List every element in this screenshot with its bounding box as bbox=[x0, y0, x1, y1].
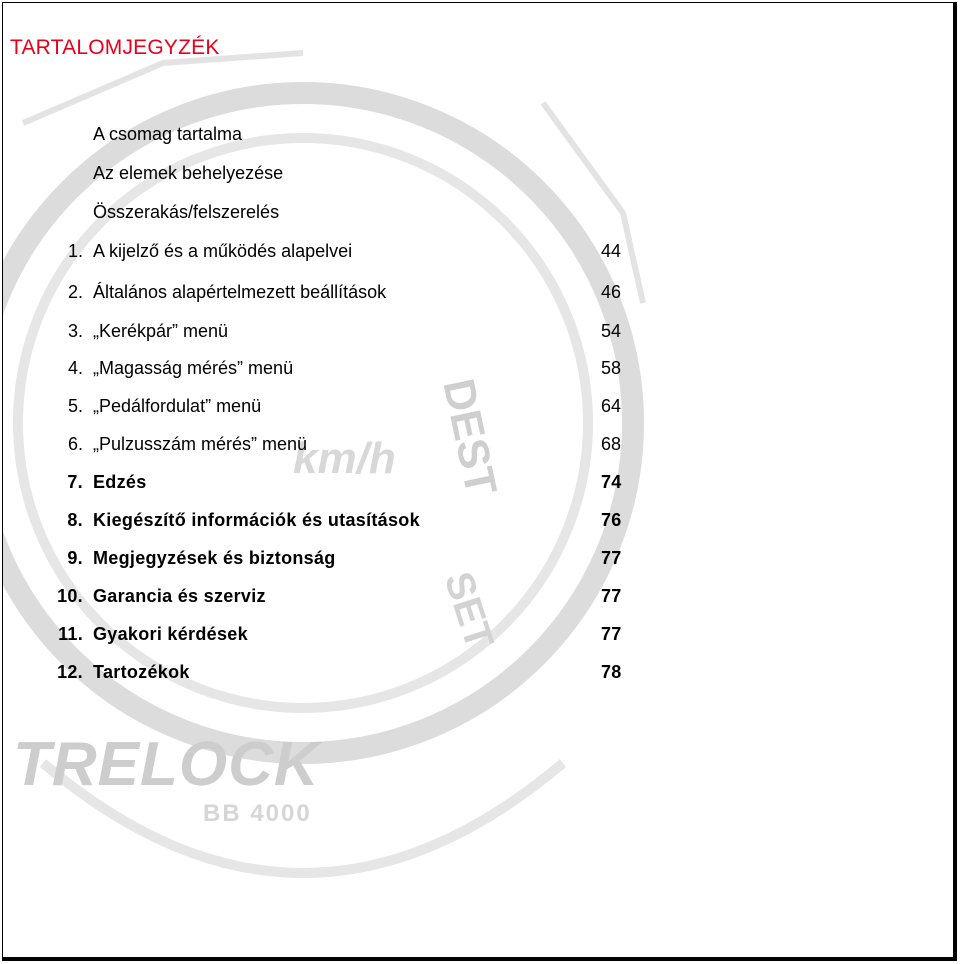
intro-item-battery-insertion: Az elemek behelyezése bbox=[93, 163, 284, 183]
toc-entry-label: Megjegyzések és biztonság bbox=[93, 548, 336, 568]
toc-entry-number: 10. bbox=[57, 586, 83, 606]
toc-entry-label: „Magasság mérés” menü bbox=[93, 358, 294, 378]
watermark-brand-logo: TRELOCK bbox=[13, 730, 320, 799]
toc-entry-page: 77 bbox=[601, 548, 622, 568]
toc-entry-page: 58 bbox=[601, 358, 622, 378]
intro-item-assembly: Összerakás/felszerelés bbox=[93, 202, 280, 222]
toc-entry-page: 77 bbox=[601, 586, 622, 606]
toc-entry-page: 54 bbox=[601, 321, 622, 341]
toc-entry-number: 1. bbox=[67, 241, 83, 261]
toc-entry[interactable] bbox=[3, 282, 653, 306]
document-page bbox=[2, 2, 957, 961]
toc-entry-label: Kiegészítő információk és utasítások bbox=[93, 510, 420, 530]
toc-entry[interactable] bbox=[3, 662, 653, 686]
toc-entry-number: 2. bbox=[67, 282, 83, 302]
toc-entry-label: Általános alapértelmezett beállítások bbox=[93, 282, 387, 302]
toc-entry-label: Tartozékok bbox=[93, 662, 190, 682]
toc-entry-number: 11. bbox=[58, 624, 83, 644]
toc-entry-page: 76 bbox=[601, 510, 622, 530]
toc-entry-label: Edzés bbox=[93, 472, 147, 492]
toc-entry[interactable] bbox=[3, 434, 653, 458]
toc-entry-page: 68 bbox=[601, 434, 622, 454]
toc-entry-page: 46 bbox=[601, 282, 622, 302]
toc-entry[interactable] bbox=[3, 510, 653, 534]
toc-entry[interactable] bbox=[3, 396, 653, 420]
watermark-word-kmh: km/h bbox=[293, 434, 396, 483]
toc-entry-page: 78 bbox=[601, 662, 622, 682]
toc-entry-page: 44 bbox=[601, 241, 622, 261]
toc-entry-label: Gyakori kérdések bbox=[93, 624, 248, 644]
toc-entry[interactable] bbox=[3, 624, 653, 648]
toc-entry-number: 5. bbox=[67, 396, 83, 416]
toc-entry-number: 4. bbox=[67, 358, 83, 378]
toc-entry[interactable] bbox=[3, 472, 653, 496]
toc-entry-label: „Kerékpár” menü bbox=[93, 321, 229, 341]
toc-entry-page: 77 bbox=[601, 624, 622, 644]
toc-entry-number: 3. bbox=[67, 321, 83, 341]
toc-entry[interactable] bbox=[3, 586, 653, 610]
toc-entry-number: 8. bbox=[67, 510, 83, 530]
toc-entry-number: 9. bbox=[67, 548, 83, 568]
toc-entry-label: „Pulzusszám mérés” menü bbox=[93, 434, 308, 454]
toc-entry-number: 6. bbox=[67, 434, 83, 454]
toc-entry[interactable] bbox=[3, 321, 653, 345]
toc-entry[interactable] bbox=[3, 358, 653, 382]
toc-entry[interactable] bbox=[3, 241, 653, 265]
toc-entry-label: „Pedálfordulat” menü bbox=[93, 396, 262, 416]
watermark-word-set: SET bbox=[435, 566, 502, 655]
page-title: TARTALOMJEGYZÉK bbox=[10, 36, 220, 59]
toc-entry-label: Garancia és szerviz bbox=[93, 586, 266, 606]
watermark-model-label: BB 4000 bbox=[203, 800, 312, 827]
intro-item-package-contents: A csomag tartalma bbox=[93, 124, 243, 144]
toc-entry-label: A kijelző és a működés alapelvei bbox=[93, 241, 353, 261]
toc-entry-page: 64 bbox=[601, 396, 622, 416]
toc-entry-number: 12. bbox=[57, 662, 83, 682]
watermark-word-dest: DEST bbox=[433, 374, 506, 500]
toc-entry-number: 7. bbox=[67, 472, 83, 492]
toc-entry[interactable] bbox=[3, 548, 653, 572]
toc-entry-page: 74 bbox=[601, 472, 622, 492]
